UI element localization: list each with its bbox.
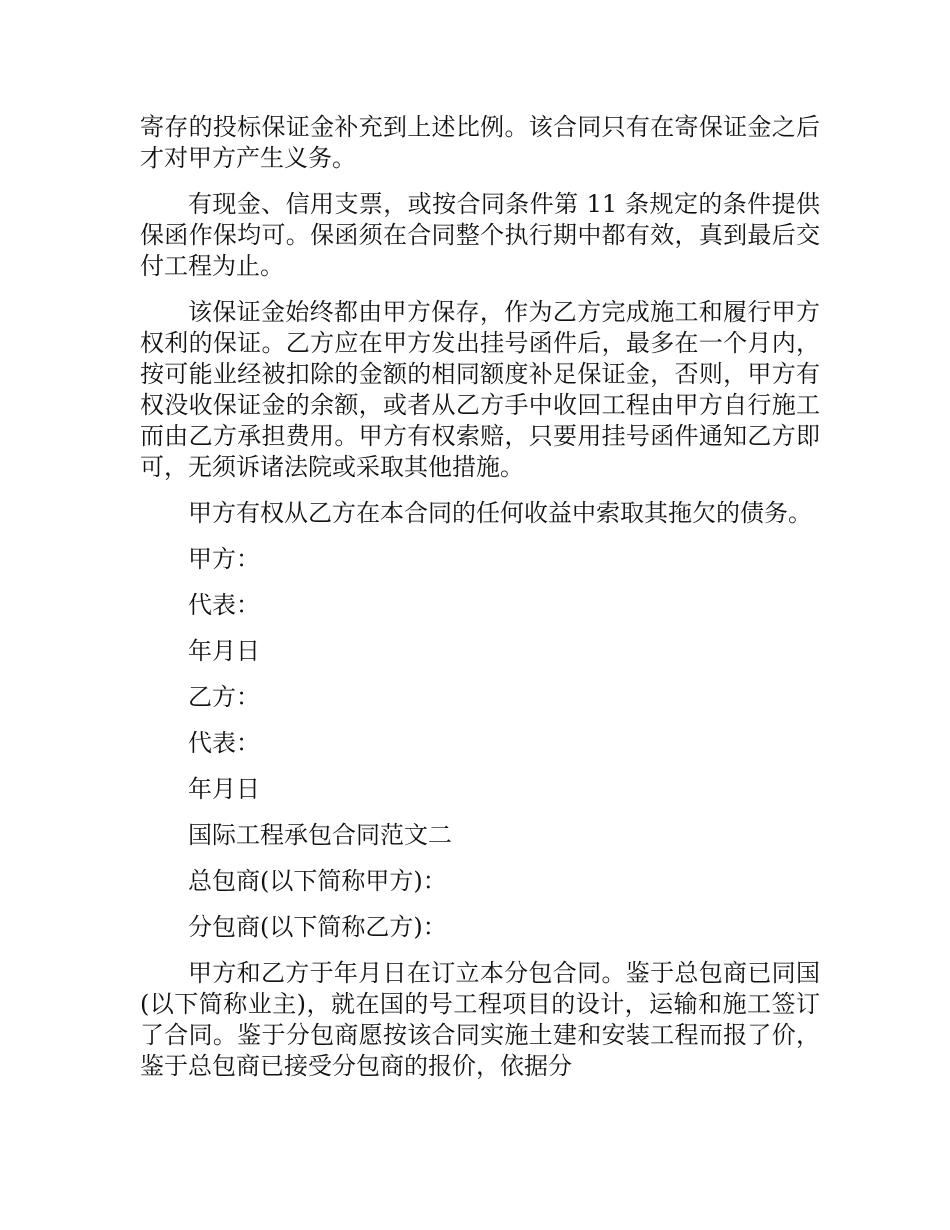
party-b-representative-label: 代表： — [188, 729, 260, 757]
general-contractor-label: 总包商(以下简称甲方)： — [188, 867, 447, 895]
party-b-signature-label: 乙方： — [188, 683, 260, 711]
party-a-representative-label: 代表： — [188, 591, 260, 619]
paragraph-guarantee-custody: 该保证金始终都由甲方保存，作为乙方完成施工和履行甲方权利的保证。乙方应在甲方发出挂号函件后，最多在一个月内，按可能业经被扣除的金额的相同额度补足保证金，否则，甲方有权没收保证金的余额，或者从乙方手中收回工程由甲方自行施工而由乙方承担费用。甲方有权索赔，只要用挂号函件通知乙方即可，无须诉诸法院或采取其他措施。 — [140, 298, 820, 481]
document-body — [140, 112, 820, 1097]
paragraph-debt-recovery: 甲方有权从乙方在本合同的任何收益中索取其拖欠的债务。 — [188, 499, 812, 527]
party-b-date-label: 年月日 — [188, 775, 260, 803]
section-title-sample-two: 国际工程承包合同范文二 — [188, 821, 452, 849]
paragraph-subcontract-preamble: 甲方和乙方于年月日在订立本分包合同。鉴于总包商已同国(以下简称业主)，就在国的号工程项目的设计，运输和施工签订了合同。鉴于分包商愿按该合同实施土建和安装工程而报了价，鉴于总包商已接受分包商的报价，依据分 — [140, 959, 820, 1080]
party-a-date-label: 年月日 — [188, 637, 260, 665]
paragraph-deposit-supplement: 寄存的投标保证金补充到上述比例。该合同只有在寄保证金之后才对甲方产生义务。 — [140, 113, 820, 172]
party-a-signature-label: 甲方： — [188, 545, 260, 573]
subcontractor-label: 分包商(以下简称乙方)： — [188, 913, 447, 941]
paragraph-guarantee-forms: 有现金、信用支票，或按合同条件第 11 条规定的条件提供保函作保均可。保函须在合同整个执行期中都有效，真到最后交付工程为止。 — [140, 190, 820, 280]
